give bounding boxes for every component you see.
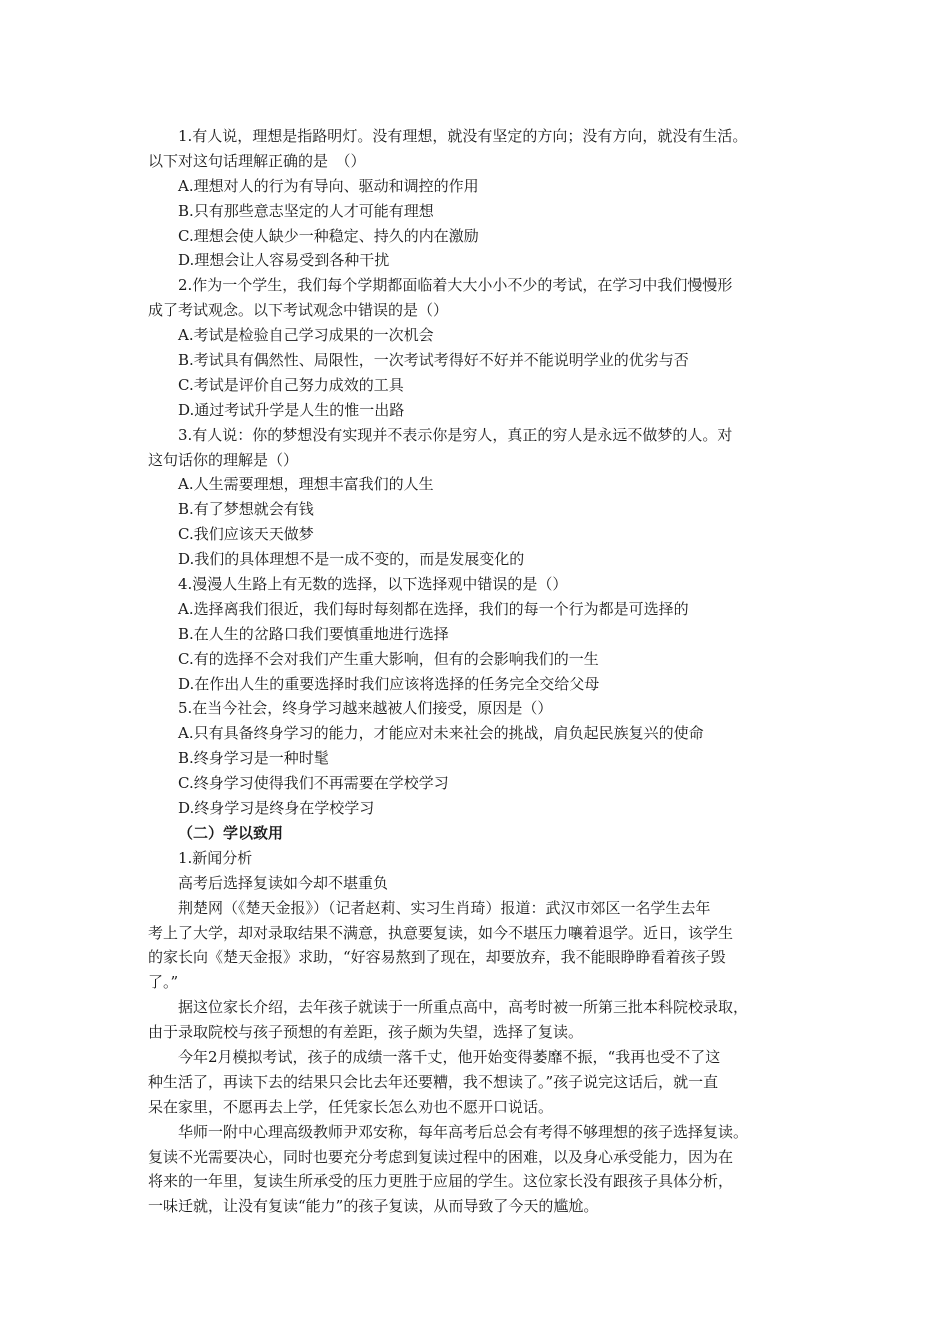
option-c: C.考试是评价自己努力成效的工具 xyxy=(178,375,404,394)
question-text: 这句话你的理解是（） xyxy=(148,450,299,469)
paragraph-line: 华师一附中心理高级教师尹邓安称，每年高考后总会有考得不够理想的孩子选择复读。 xyxy=(178,1122,749,1141)
question-text: 成了考试观念。以下考试观念中错误的是（） xyxy=(148,301,449,320)
question-text: 1.有人说，理想是指路明灯。没有理想，就没有坚定的方向；没有方向，就没有生活。 xyxy=(178,127,748,145)
news-paragraph-1 xyxy=(148,896,816,996)
paragraph-line: 据这位家长介绍，去年孩子就读于一所重点高中，高考时被一所第三批本科院校录取， xyxy=(178,998,749,1017)
option-b: B.有了梦想就会有钱 xyxy=(178,500,314,519)
option-a: A.人生需要理想，理想丰富我们的人生 xyxy=(178,475,434,494)
question-text: 2.作为一个学生，我们每个学期都面临着大大小小不少的考试，在学习中我们慢慢形 xyxy=(178,276,733,295)
option-d: D.理想会让人容易受到各种干扰 xyxy=(178,251,390,270)
option-c: C.理想会使人缺少一种稳定、持久的内在激励 xyxy=(178,226,479,245)
option-d: D.在作出人生的重要选择时我们应该将选择的任务完全交给父母 xyxy=(178,674,600,693)
option-b: B.在人生的岔路口我们要慎重地进行选择 xyxy=(178,624,449,643)
paragraph-line: 种生活了，再读下去的结果只会比去年还要糟，我不想读了。”孩子说完这话后，就一直 xyxy=(148,1072,719,1091)
option-c: C.有的选择不会对我们产生重大影响，但有的会影响我们的一生 xyxy=(178,649,599,668)
question-text: 4.漫漫人生路上有无数的选择，以下选择观中错误的是（） xyxy=(178,575,568,594)
paragraph-line: 由于录取院校与孩子预想的有差距，孩子颇为失望，选择了复读。 xyxy=(148,1023,584,1042)
news-title: 高考后选择复读如今却不堪重负 xyxy=(178,873,389,892)
question-text: 5.在当今社会，终身学习越来越被人们接受，原因是（） xyxy=(178,699,553,718)
section-item: 1.新闻分析 xyxy=(178,848,253,867)
question-4 xyxy=(148,572,816,696)
option-a: A.理想对人的行为有导向、驱动和调控的作用 xyxy=(178,176,479,195)
option-d: D.终身学习是终身在学校学习 xyxy=(178,799,375,818)
option-d: D.我们的具体理想不是一成不变的，而是发展变化的 xyxy=(178,550,525,569)
question-1 xyxy=(148,124,816,273)
option-b: B.只有那些意志坚定的人才可能有理想 xyxy=(178,201,434,220)
paragraph-line: 复读不光需要决心，同时也要充分考虑到复读过程中的困难，以及身心承受能力，因为在 xyxy=(148,1147,734,1166)
news-paragraph-2 xyxy=(148,995,816,1045)
option-a: A.只有具备终身学习的能力，才能应对未来社会的挑战，肩负起民族复兴的使命 xyxy=(178,724,704,743)
paragraph-line: 荆楚网（《楚天金报》）（记者赵莉、实习生肖琦）报道：武汉市郊区一名学生去年 xyxy=(178,898,711,917)
section-apply xyxy=(148,821,816,1219)
question-5 xyxy=(148,696,816,820)
paragraph-line: 今年2月模拟考试，孩子的成绩一落千丈，他开始变得萎靡不振，“我再也受不了这 xyxy=(178,1047,721,1066)
news-paragraph-4 xyxy=(148,1120,816,1220)
option-d: D.通过考试升学是人生的惟一出路 xyxy=(178,400,405,419)
paragraph-line: 呆在家里，不愿再去上学，任凭家长怎么劝也不愿开口说话。 xyxy=(148,1097,554,1116)
option-a: A.选择离我们很近，我们每时每刻都在选择，我们的每一个行为都是可选择的 xyxy=(178,599,689,618)
question-2 xyxy=(148,273,816,422)
question-text: 以下对这句话理解正确的是 （） xyxy=(148,151,366,170)
option-b: B.终身学习是一种时髦 xyxy=(178,749,329,768)
paragraph-line: 将来的一年里，复读生所承受的压力更胜于应届的学生。这位家长没有跟孩子具体分析， xyxy=(148,1172,734,1191)
option-c: C.我们应该天天做梦 xyxy=(178,525,314,544)
question-3 xyxy=(148,423,816,572)
option-b: B.考试具有偶然性、局限性，一次考试考得好不好并不能说明学业的优劣与否 xyxy=(178,351,689,370)
paragraph-line: 考上了大学，却对录取结果不满意，执意要复读，如今不堪压力嚷着退学。近日，该学生 xyxy=(148,923,734,942)
paragraph-line: 了。” xyxy=(148,973,179,992)
paragraph-line: 的家长向《楚天金报》求助，“好容易熬到了现在，却要放弃，我不能眼睁睁看着孩子毁 xyxy=(148,948,726,967)
question-text: 3.有人说：你的梦想没有实现并不表示你是穷人，真正的穷人是永远不做梦的人。对 xyxy=(178,425,733,444)
section-heading: （二）学以致用 xyxy=(178,823,284,842)
news-paragraph-3 xyxy=(148,1045,816,1120)
option-c: C.终身学习使得我们不再需要在学校学习 xyxy=(178,774,449,793)
option-a: A.考试是检验自己学习成果的一次机会 xyxy=(178,326,434,345)
paragraph-line: 一味迁就，让没有复读“能力”的孩子复读，从而导致了今天的尴尬。 xyxy=(148,1197,599,1216)
document-body xyxy=(148,124,816,1219)
